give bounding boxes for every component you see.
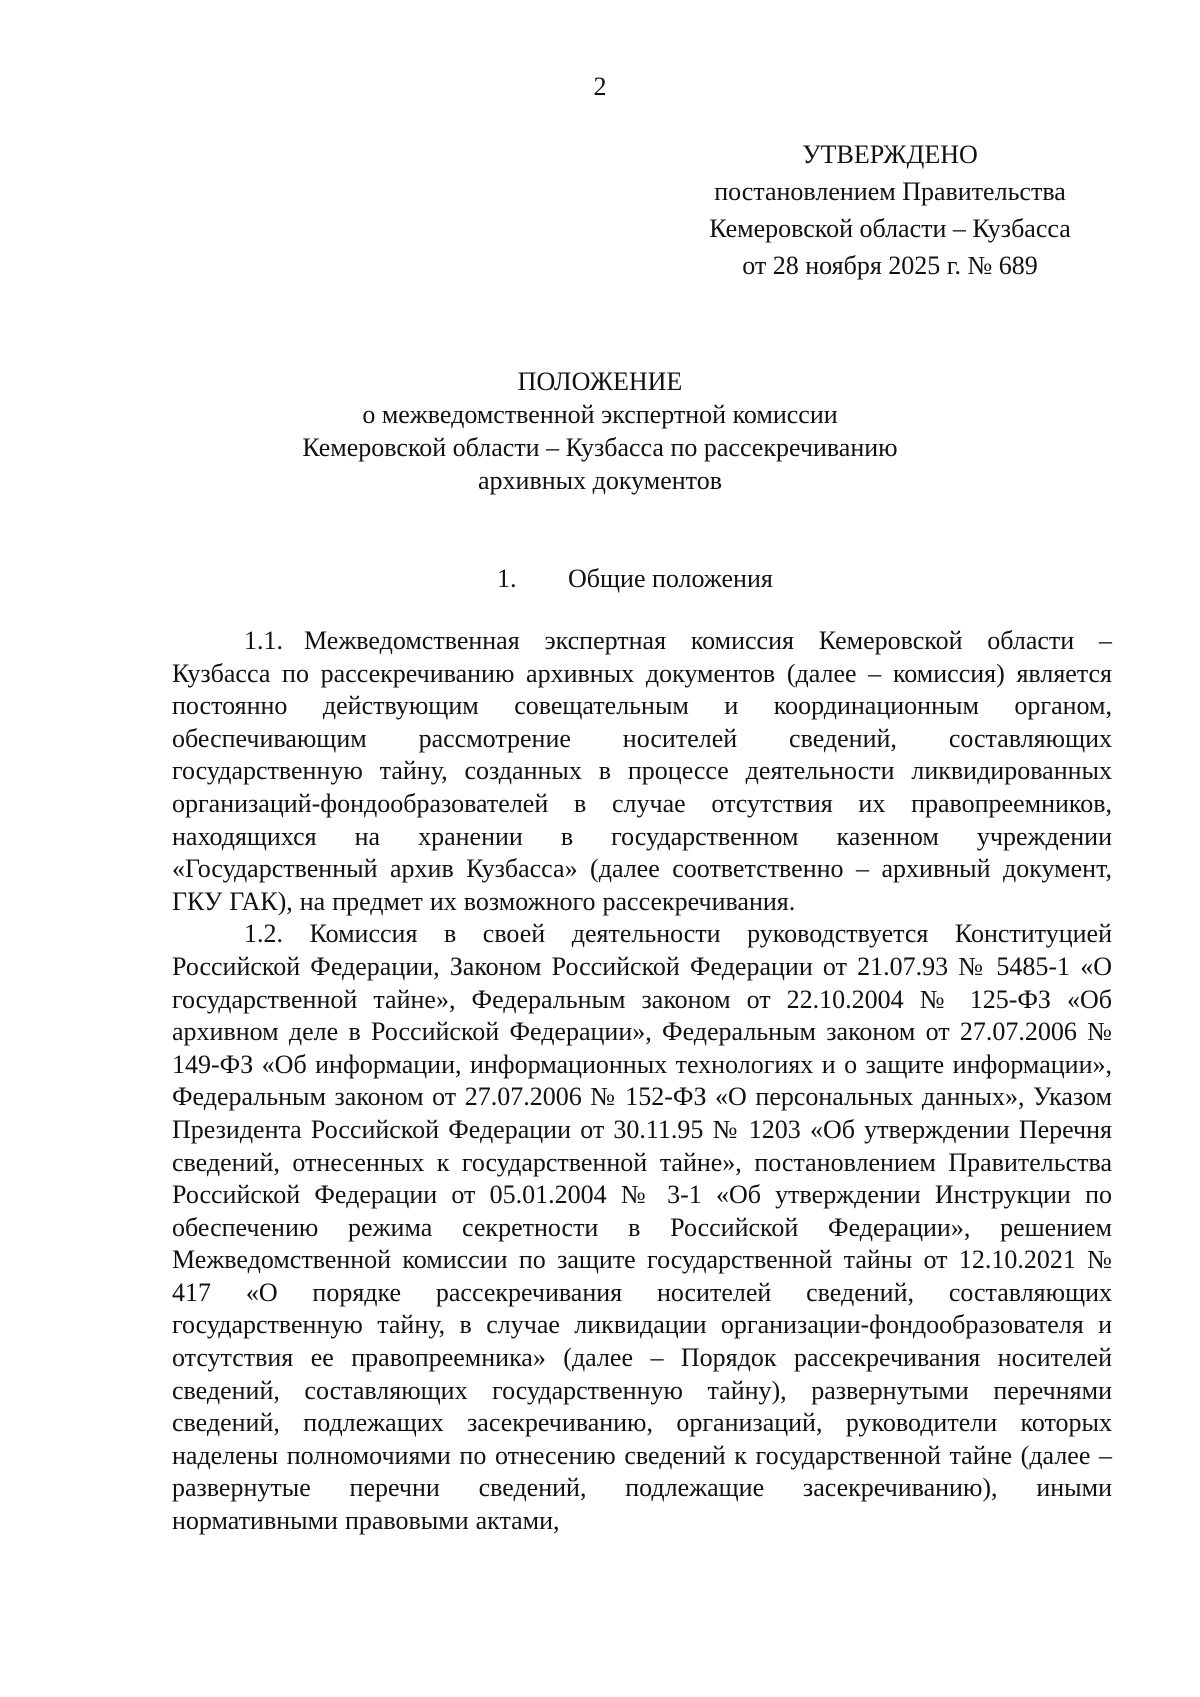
title-subline: о межведомственной экспертной комиссии (362, 400, 838, 429)
title-subline: Кемеровской области – Кузбасса по рассекречиванию (302, 433, 898, 462)
section-number: 1. (497, 564, 517, 593)
title-heading: ПОЛОЖЕНИЕ (517, 367, 683, 396)
approval-stamp-block (640, 136, 1140, 284)
title-subline: архивных документов (478, 466, 722, 495)
approval-date-number: от 28 ноября 2025 г. № 689 (742, 251, 1038, 280)
paragraph-text: Межведомственная экспертная комиссия Кемеровской области – Кузбасса по рассекречиванию архивных документов (далее – комиссия) является постоянно действующим совещательным и координационным органом, обеспечивающим рассмотрение носителей сведений, составляющих государственную тайну, созданных в процессе деятельности ликвидированных организаций-фондообразователей в случае отсутствия их правопреемников, находящихся на хранении в государственном казенном учреждении «Государственный архив Кузбасса» (далее соответственно – архивный документ, ГКУ ГАК), на предмет их возможного рассекречивания. (172, 626, 1112, 916)
approval-line: постановлением Правительства (714, 177, 1066, 206)
document-body (172, 625, 1112, 1538)
approval-line: Кемеровской области – Кузбасса (709, 214, 1071, 243)
paragraph-1-1 (172, 625, 1112, 918)
section-title: Общие положения (568, 564, 773, 593)
page-number: 2 (593, 72, 607, 101)
paragraph-marker: 1.1. (244, 626, 283, 655)
document-title (0, 365, 1200, 497)
section-heading (0, 561, 1200, 597)
paragraph-1-2: 1.2. Комиссия в своей деятельности руководствуется Конституцией Российской Федерации, Законом Российской Федерации от 21.07.93 № 5485-1 «О государственной тайне», Федеральным законом от 22.10.2004 № 125-ФЗ «Об архивном деле в Российской Федерации», Федеральным законом от 27.07.2006 № 149-ФЗ «Об информации, информационных технологиях и о защите информации», Федеральным законом от 27.07.2006 № 152-ФЗ «О персональных данных», Указом Президента Российской Федерации от 30.11.95 № 1203 «Об утверждении Перечня сведений, отнесенных к государственной тайне», постановлением Правительства Российской Федерации от 05.01.2004 № 3-1 «Об утверждении Инструкции по обеспечению режима секретности в Российской Федерации», решением Межведомственной комиссии по защите государственной тайны от 12.10.2021 № 417 «О порядке рассекречивания носителей сведений, составляющих государственную тайну, в случае ликвидации организации-фондообразователя и отсутствия ее правопреемника» (далее – Порядок рассекречивания носителей сведений, составляющих государственную тайну), развернутыми перечнями сведений, подлежащих засекречиванию, организаций, руководители которых наделены полномочиями по отнесению сведений к государственной тайне (далее – развернутые перечни сведений, подлежащие засекречиванию), иными нормативными правовыми актами, (172, 919, 1112, 1536)
approval-heading: УТВЕРЖДЕНО (802, 140, 978, 169)
